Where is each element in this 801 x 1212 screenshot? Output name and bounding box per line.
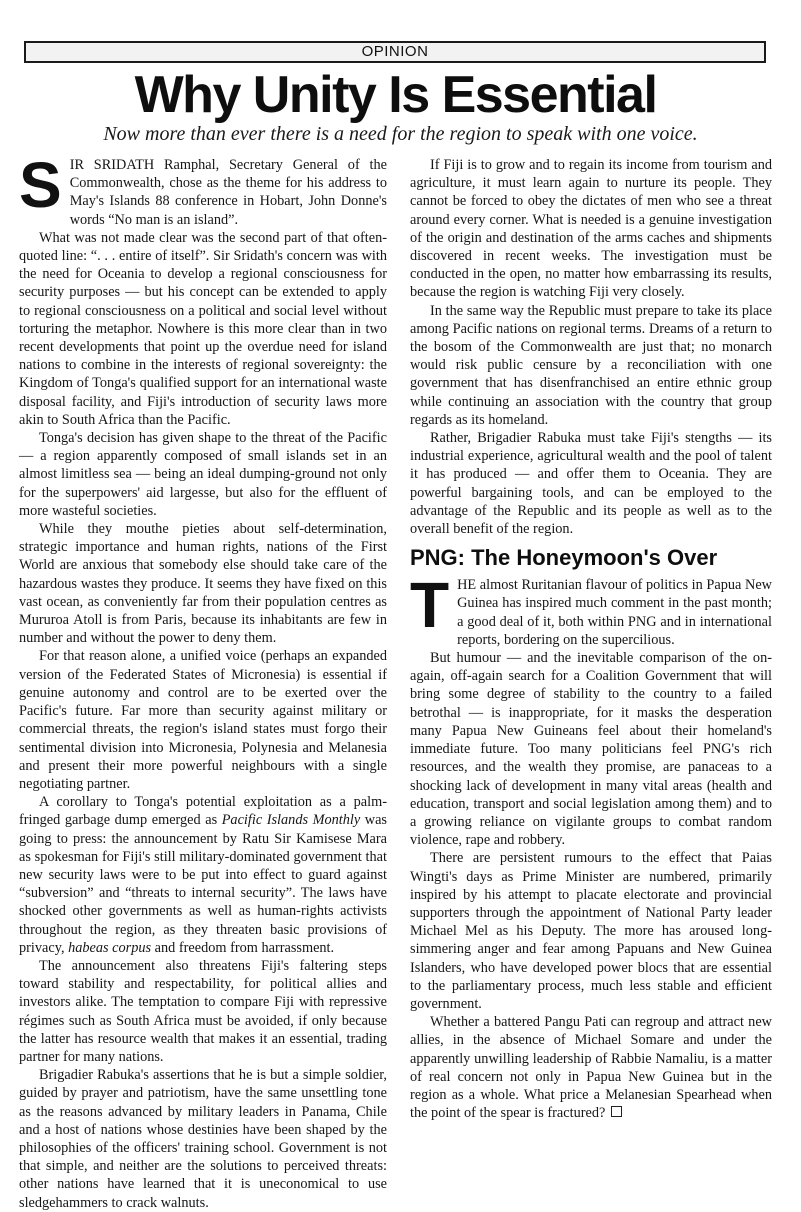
- section-label-bar: [24, 41, 766, 63]
- article1-paragraph: Brigadier Rabuka's assertions that he is but a simple soldier, guided by prayer and patriotism, have the same unsettling tone as the reasons advanced by military leaders in Panama, Chile and a host of nations whose destinies have been shaped by the philosophies of the officers' training school. Government is not that simple, and neither are the solutions to perceived threats: other nations have learned that it is uneconomical to use sledgehammers to crack walnuts.: [19, 1067, 387, 1211]
- article1-paragraph: [19, 793, 387, 957]
- article1-paragraph: The announcement also threatens Fiji's faltering steps toward stability and respectability, for political allies and investors alike. The temptation to compare Fiji with repressive régimes such as South Africa must be avoided, if only because the latter has resource wealth that makes it an essential, trading partner for many nations.: [19, 957, 387, 1065]
- article1-paragraph: While they mouthe pieties about self-determination, strategic importance and human rights, nations of the First World are anxious that somebody else should take care of the hazardous wastes they produce. It seems they have fixed on this vast ocean, as conveniently far from their population centres as Mururoa Atoll is from Paris, because its inhabitants are few in number and without the power to deny them.: [19, 521, 387, 647]
- paragraph-text: IR SRIDATH Ramphal, Secretary General of the Commonwealth, chose as the theme for his address to May's Islands 88 conference in Hobart, John Donne's words “No man is an island”.: [69, 157, 387, 228]
- right-column: [410, 156, 772, 1122]
- article1-paragraph: [19, 149, 387, 229]
- article2-paragraph: But humour — and the inevitable comparison of the on-again, off-again search for a Coalition Government that will bring some degree of stability to the country to a failed betrothal — is inappropriate, for it masks the desperation many Papua New Guineans feel about their homeland's immediate future. Too many politicians feel PNG's rich resources, and the wealth they promise, are panaceas to a shocking lack of development in many vital areas (health and education, transport and social legislation among them) and to a growing reliance on vigilante groups to combat random violence, rape and robbery.: [410, 650, 772, 849]
- article2-paragraph: [410, 569, 772, 649]
- article1-paragraph: For that reason alone, a unified voice (perhaps an expanded version of the Federated States of Micronesia) is essential if genuine autonomy and control are to be exerted over the Pacific's future. Far more than security against military or commercial threats, the region's island states must forgo their sentimental division into Micronesia, Polynesia and Melanesia and present their more powerful neighbours with a single negotiating partner.: [19, 648, 387, 792]
- latin-term: habeas corpus: [68, 939, 152, 956]
- paragraph-text: was going to press: the announcement by Ratu Sir Kamisese Mara as spokesman for Fiji's still military-dominated government that new security laws were to be put into effect to guard against “subversion” and “threats to internal security”. The laws have shocked other governments as well as human-rights activists throughout the region, as they threaten basic provisions of privacy,: [19, 812, 387, 956]
- article1-paragraph: If Fiji is to grow and to regain its income from tourism and agriculture, it must learn again to nurture its people. They cannot be forced to obey the dictates of men who see a threat around every corner. What is needed is a genuine investigation of the origin and destination of the arms caches and shipments discovered in recent weeks. The investigation must be conducted in the open, no matter how embarrassing its results, because the region is watching Fiji very closely.: [410, 157, 772, 301]
- paragraph-text: Whether a battered Pangu Pati can regroup and attract new allies, in the absence of Michael Somare and under the apparently unwilling leadership of Rabbie Namaliu, is a matter of real concern not only in Papua New Guinea but in the region as a whole. What price a Melanesian Spearhead when the point of the spear is fractured?: [410, 1014, 772, 1122]
- article1-paragraph: In the same way the Republic must prepare to take its place among Pacific nations on regional terms. Dreams of a return to the bosom of the Commonwealth are just that; no monarch would risk public censure by a reconciliation with one government that has disenfranchised an entire ethnic group while continuing an association with the country that group regards as its homeland.: [410, 302, 772, 428]
- article1-paragraph: Tonga's decision has given shape to the threat of the Pacific — a region apparently composed of small islands set in an almost limitless sea — being an ideal dumping-ground not only for the superpowers' aid largesse, but also for the effluent of more wasteful societies.: [19, 430, 387, 519]
- paragraph-text: A corollary to Tonga's potential exploitation as a palm-fringed garbage dump emerged as: [19, 794, 387, 829]
- dropcap: T: [410, 569, 450, 642]
- end-mark-icon: [611, 1106, 622, 1117]
- publication-title: Pacific Islands Monthly: [221, 812, 361, 829]
- left-column: [19, 149, 387, 1212]
- article2-paragraph: [410, 1013, 772, 1122]
- article1-paragraph: Rather, Brigadier Rabuka must take Fiji's stengths — its industrial experience, agricultural wealth and the pool of talent it has produced — and offer them to Oceania. They are powerful bargaining tools, and can be employed to the advantage of the Republic and its people as well as to the overall benefit of the region.: [410, 430, 772, 538]
- headline: Why Unity Is Essential: [134, 66, 657, 124]
- article1-paragraph: What was not made clear was the second part of that often-quoted line: “. . . entire of itself”. Sir Sridath's concern was with the need for Oceania to develop a regional consciousness for security purposes — but his concept can be extended to apply to regional consciousness on a political and social level without torturing the metaphor. Nowhere is this more clear than in two recent developments that point up the overdue need for island nations to combine in the interests of regional sovereignty: the Kingdom of Tonga's qualified support for an international waste disposal facility, and Fiji's introduction of security laws more akin to South Africa than the Pacific.: [19, 229, 387, 428]
- subheadline: Now more than ever there is a need for the region to speak with one voice.: [103, 123, 698, 145]
- paragraph-text: HE almost Ruritanian flavour of politics in Papua New Guinea has inspired much comment in the past month; a good deal of it, both within PNG and in international reports, bordering on the supercilious.: [457, 577, 772, 648]
- section-label: OPINION: [361, 43, 429, 60]
- paragraph-text: and freedom from harrassment.: [151, 939, 335, 956]
- article2-title: PNG: The Honeymoon's Over: [410, 545, 718, 571]
- dropcap: S: [19, 149, 62, 221]
- article2-paragraph: There are persistent rumours to the effect that Paias Wingti's days as Prime Minister are numbered, primarily inspired by his attempt to placate electorate and provincial supporters through the appointment of National Party leader Michael Mel as his Deputy. The more has aroused long-simmering anger and fear among Papuans and New Guinea Islanders, who have developed power blocs that are essential to the parliamentary process, much less stable and efficient government.: [410, 850, 772, 1012]
